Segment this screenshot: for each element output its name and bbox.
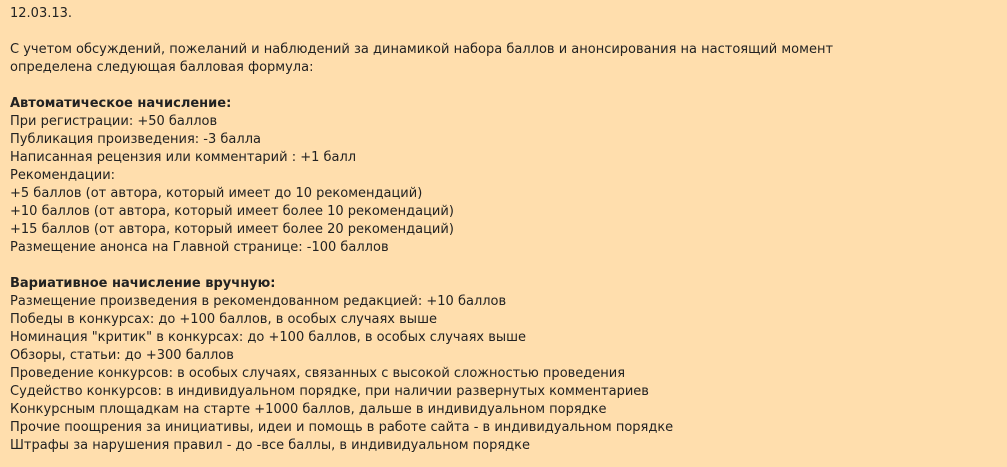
rule-line: Проведение конкурсов: в особых случаях, связанных с высокой сложностью проведения: [10, 366, 626, 381]
intro-line: определена следующая балловая формула:: [10, 60, 314, 75]
rule-line: Судейство конкурсов: в индивидуальном порядке, при наличии развернутых комментариев: [10, 384, 649, 399]
rule-line: Конкурсным площадкам на старте +1000 баллов, дальше в индивидуальном порядке: [10, 402, 607, 417]
section-heading-manual: Вариативное начисление вручную:: [10, 276, 276, 291]
rule-line: +15 баллов (от автора, который имеет более 20 рекомендаций): [10, 222, 454, 237]
rule-line: +10 баллов (от автора, который имеет более 10 рекомендаций): [10, 204, 454, 219]
section-heading-automatic: Автоматическое начисление:: [10, 96, 232, 111]
rule-line: Обзоры, статьи: до +300 баллов: [10, 348, 234, 363]
rule-line: Размещение анонса на Главной странице: -100 баллов: [10, 240, 389, 255]
rule-line: Публикация произведения: -3 балла: [10, 132, 261, 147]
date: 12.03.13.: [10, 6, 73, 21]
blank-line: [10, 23, 997, 41]
rule-line: При регистрации: +50 баллов: [10, 114, 218, 129]
intro-line: С учетом обсуждений, пожеланий и наблюдений за динамикой набора баллов и анонсирования на настоящий момент: [10, 42, 834, 57]
rule-line: +5 баллов (от автора, который имеет до 10 рекомендаций): [10, 186, 423, 201]
rule-line: Номинация "критик" в конкурсах: до +100 баллов, в особых случаях выше: [10, 330, 527, 345]
rule-line: Штрафы за нарушения правил - до -все баллы, в индивидуальном порядке: [10, 438, 531, 453]
rule-line: Размещение произведения в рекомендованном редакцией: +10 баллов: [10, 294, 507, 309]
blank-line: [10, 77, 997, 95]
rule-line: Написанная рецензия или комментарий : +1 балл: [10, 150, 357, 165]
rule-line: Победы в конкурсах: до +100 баллов, в особых случаях выше: [10, 312, 437, 327]
blank-line: [10, 257, 997, 275]
rule-line: Прочие поощрения за инициативы, идеи и помощь в работе сайта - в индивидуальном порядке: [10, 420, 674, 435]
rule-line: Рекомендации:: [10, 168, 116, 183]
